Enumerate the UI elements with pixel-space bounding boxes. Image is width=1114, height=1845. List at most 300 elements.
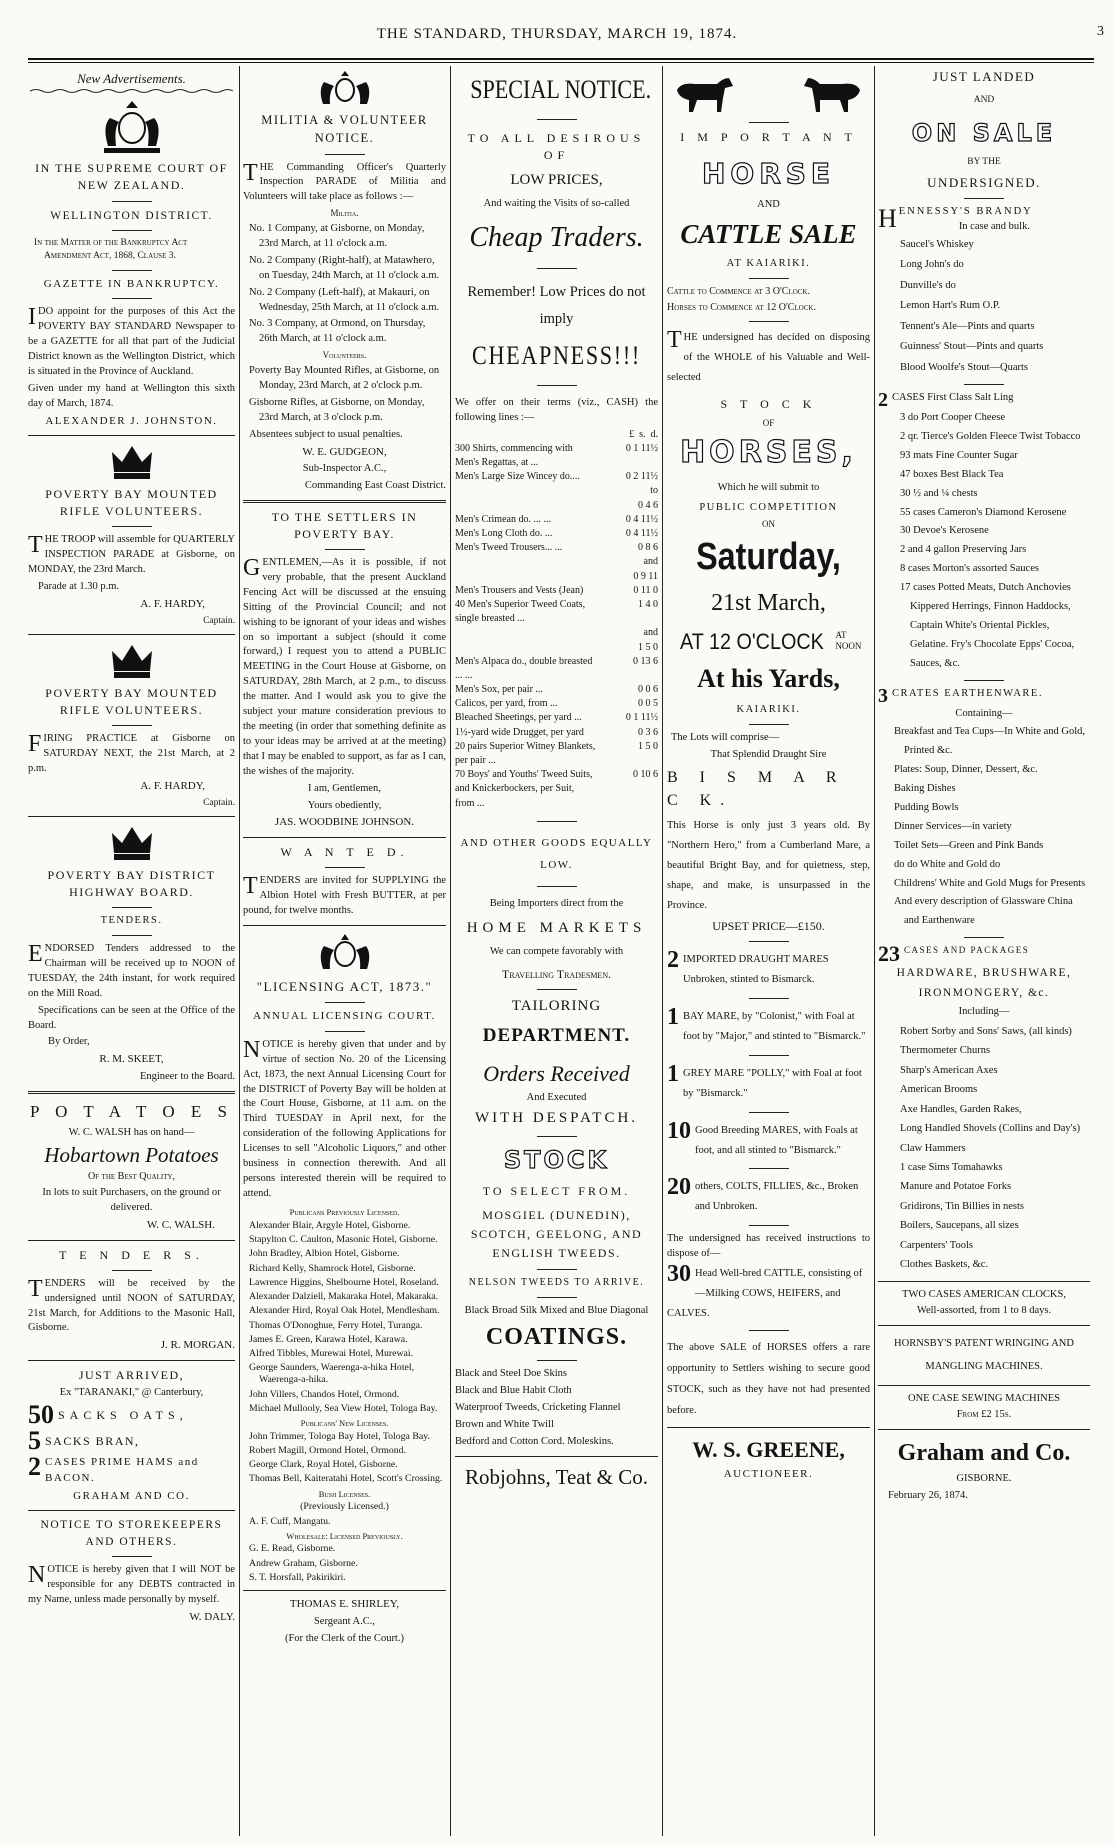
grocery-item: 8 cases Morton's assorted Sauces xyxy=(900,563,1039,575)
arrived-signer: GRAHAM AND CO. xyxy=(73,1489,190,1502)
masthead xyxy=(0,0,1114,60)
column-1 xyxy=(28,66,235,1836)
stock-heading: STOCK xyxy=(503,1145,610,1174)
tenders-signer: J. R. MORGAN. xyxy=(160,1339,235,1352)
sewing-machines: ONE CASE SEWING MACHINES xyxy=(908,1392,1060,1404)
price-row xyxy=(455,470,658,484)
wanted-title: W A N T E D. xyxy=(280,845,409,860)
spirit-item: Long John's do xyxy=(900,259,964,271)
lot-item xyxy=(667,1007,870,1047)
bismarck: B I S M A R C K. xyxy=(667,768,846,809)
earthenware-item: Dinner Services—in variety xyxy=(894,820,1012,832)
price-value: 0 3 6 xyxy=(638,726,658,738)
drop-cap: T xyxy=(243,159,258,186)
earthenware-item: Toilet Sets—Green and Pink Bands xyxy=(894,839,1044,851)
hardware-title: HARDWARE, BRUSHWARE, IRONMONGERY, &c. xyxy=(896,967,1072,999)
highway-board-notice xyxy=(28,823,235,1085)
lot-text: others, COLTS, FILLIES, &c., Broken and Unbroken. xyxy=(695,1181,859,1213)
other-goods: AND OTHER GOODS EQUALLY LOW. xyxy=(460,836,653,871)
volunteers-head: Volunteers. xyxy=(322,350,367,361)
settlers-closing: I am, Gentlemen, xyxy=(308,782,381,794)
militia-item: No. 2 Company (Left-half), at Makauri, on Wednesday, 25th March, at 11 o'clock a.m. xyxy=(249,286,440,313)
arrived-title: JUST ARRIVED, xyxy=(78,1367,185,1382)
sale-noon: AT NOON xyxy=(835,630,862,652)
royal-coat-of-arms-icon xyxy=(314,70,376,108)
crown-icon xyxy=(109,823,155,863)
potatoes-quality: Of the Best Quality, xyxy=(87,1171,176,1183)
grocery-item: 2 and 4 gallon Preserving Jars xyxy=(900,544,1027,556)
newspaper-title: THE STANDARD, THURSDAY, MARCH 19, 1874. xyxy=(376,26,738,42)
highway-order: By Order, xyxy=(48,1036,90,1048)
upset-price: UPSET PRICE—£150. xyxy=(712,918,825,933)
tenders-body: ENDERS will be received by the undersigned until NOON of SATURDAY, 21st March, for Additions to the Masonic Hall, Gisborne. xyxy=(28,1277,235,1334)
tenders-masonic xyxy=(28,1247,235,1354)
price-row xyxy=(455,442,658,470)
orders-received: Orders Received xyxy=(483,1061,630,1087)
gazette-title: GAZETTE IN BANKRUPTCY. xyxy=(43,277,220,290)
price-value: 0 4 11½ xyxy=(625,513,658,525)
price-value: and xyxy=(643,627,658,639)
price-item: Men's Crimean do. ... ... xyxy=(455,513,551,525)
graham-date: February 26, 1874. xyxy=(888,1490,968,1502)
price-value: 1 4 0 xyxy=(638,598,658,610)
submit-text: Which he will submit to xyxy=(717,481,820,493)
licensee: S. T. Horsfall, Pakirikiri. xyxy=(249,1571,346,1583)
price-item: Bleached Sheetings, per yard ... xyxy=(455,712,582,724)
clocks-sub: Well-assorted, from 1 to 8 days. xyxy=(916,1305,1052,1317)
department: DEPARTMENT. xyxy=(482,1025,631,1047)
hardware-item: Manure and Potatoe Forks xyxy=(900,1181,1012,1193)
horses-heading: HORSES, xyxy=(680,434,857,470)
containing: Containing— xyxy=(955,707,1013,719)
supreme-court-notice xyxy=(28,98,235,429)
spirit-item: Lemon Hart's Rum O.P. xyxy=(900,300,1001,312)
earthenware-item: Breakfast and Tea Cups—In White and Gold, Printed &c. xyxy=(894,726,1086,757)
price-row xyxy=(455,541,658,555)
earthenware-item: Pudding Bowls xyxy=(894,801,959,813)
wavy-rule xyxy=(28,88,235,94)
currency-header: £ s. d. xyxy=(629,428,658,440)
militia-title: MILITIA & VOLUNTEER NOTICE. xyxy=(261,113,428,145)
undersigned: UNDERSIGNED. xyxy=(927,174,1041,190)
price-value: 0 11 0 xyxy=(633,584,658,596)
nelson-tweeds: NELSON TWEEDS TO ARRIVE. xyxy=(468,1277,645,1289)
hardware-item: 1 case Sims Tomahawks xyxy=(900,1161,1003,1173)
licensing-role: Sergeant A.C., xyxy=(313,1615,376,1627)
price-item xyxy=(455,484,596,498)
price-row xyxy=(455,555,658,569)
page-number: 3 xyxy=(1097,24,1104,39)
top-rule xyxy=(28,58,1094,60)
licensing-wholesale-head: Wholesale: Licensed Previously. xyxy=(286,1530,403,1541)
important: I M P O R T A N T xyxy=(680,130,857,144)
licensee: George Saunders, Waerenga-a-hika Hotel, Waerenga-a-hika. xyxy=(249,1362,415,1386)
drop-cap: T xyxy=(243,873,258,900)
lot-item xyxy=(667,1177,870,1217)
licensing-bush-head: Bush Licenses. xyxy=(318,1488,371,1499)
grocery-item: 30 ½ and ¼ chests xyxy=(900,487,978,499)
notice-title: NOTICE TO STOREKEEPERS AND OTHERS. xyxy=(40,1519,223,1548)
instructions: The undersigned has received instructions to dispose of— xyxy=(667,1233,870,1260)
hardware-head: CASES AND PACKAGES xyxy=(904,945,1030,956)
price-item: 20 pairs Superior Witney Blankets, per pair ... xyxy=(455,740,596,767)
price-value: and xyxy=(643,556,658,568)
militia-signer: W. E. GUDGEON, xyxy=(302,445,387,458)
rifles-signer: A. F. HARDY, xyxy=(140,598,205,611)
arrived-item: 2 CASES PRIME HAMS and BACON. xyxy=(28,1454,199,1484)
grocery-item: 93 mats Fine Counter Sugar xyxy=(900,449,1018,461)
spirit-item: Blood Woolfe's Stout—Quarts xyxy=(900,361,1029,373)
price-item xyxy=(455,570,596,584)
price-item: Men's Sox, per pair ... xyxy=(455,684,543,696)
lot-count: 1 xyxy=(667,1063,679,1087)
licensee: Alexander Hird, Royal Oak Hotel, Mendlesham. xyxy=(249,1305,440,1317)
court-given: Given under my hand at Wellington this sixth day of March, 1874. xyxy=(28,382,235,409)
potatoes-advert xyxy=(28,1100,235,1234)
and-text: AND xyxy=(973,95,995,106)
price-value: 0 1 11½ xyxy=(625,442,658,454)
licensee: Stapylton C. Caulton, Masonic Hotel, Gisborne. xyxy=(249,1234,438,1246)
hardware-item: Carpenters' Tools xyxy=(900,1239,973,1251)
grocery-item: 47 boxes Best Black Tea xyxy=(900,468,1004,480)
coatings: COATINGS. xyxy=(485,1324,628,1351)
licensee: Richard Kelly, Shamrock Hotel, Gisborne. xyxy=(249,1262,416,1274)
with-despatch: WITH DESPATCH. xyxy=(474,1110,639,1127)
arrived-item: 5 SACKS BRAN, xyxy=(28,1428,140,1453)
drop-cap: T xyxy=(667,327,682,354)
lot-text: GREY MARE "POLLY," with Foal at foot by "Bismarck." xyxy=(683,1067,862,1099)
robjohns-signer: Robjohns, Teat & Co. xyxy=(464,1465,649,1490)
court-title: IN THE SUPREME COURT OF NEW ZEALAND. xyxy=(35,161,228,193)
rifles-rank: Captain. xyxy=(203,797,235,808)
price-row xyxy=(455,697,658,711)
sewing-price: From £2 15s. xyxy=(956,1409,1012,1421)
horse-icon xyxy=(802,72,866,116)
licensee: Thomas Bell, Kaiteratahi Hotel, Scott's Crossing. xyxy=(249,1473,443,1485)
court-district: WELLINGTON DISTRICT. xyxy=(50,209,213,222)
on-text: ON xyxy=(762,519,775,530)
horse-sale-body: HE undersigned has decided on disposing of the WHOLE of his Valuable and Well-selected xyxy=(667,332,870,384)
lot-text: IMPORTED DRAUGHT MARES Unbroken, stinted to Bismarck. xyxy=(683,953,829,985)
price-value: 1 5 0 xyxy=(638,740,658,752)
settlers-letter xyxy=(243,509,446,831)
price-value: 0 10 6 xyxy=(633,769,658,781)
to-all: TO ALL DESIROUS OF xyxy=(467,130,646,162)
tenders-title: T E N D E R S. xyxy=(59,1247,204,1262)
price-value: 0 1 11½ xyxy=(625,712,658,724)
settlers-closing: Yours obediently, xyxy=(307,799,382,811)
potatoes-title: P O T A T O E S xyxy=(30,1101,233,1121)
tweed-mills: MOSGIEL (DUNEDIN), SCOTCH, GEELONG, AND ENGLISH TWEEDS. xyxy=(470,1207,643,1261)
rifles-parade: Parade at 1.30 p.m. xyxy=(38,581,120,593)
drop-cap: N xyxy=(28,1561,46,1588)
fabric-item: Black and Steel Doe Skins xyxy=(455,1368,567,1380)
hardware-item: Thermometer Churns xyxy=(900,1045,991,1057)
groceries-list xyxy=(878,409,1090,673)
price-item: Men's Large Size Wincey do.... xyxy=(455,471,580,483)
price-row xyxy=(455,683,658,697)
arrived-item: 50 SACKS OATS, xyxy=(28,1402,188,1427)
sale-date: 21st March, xyxy=(711,590,826,617)
hardware-item: Claw Hammers xyxy=(900,1142,966,1154)
earthenware-item: do do White and Gold do xyxy=(894,858,1001,870)
price-value: 0 13 6 xyxy=(633,655,658,667)
price-value: 0 4 11½ xyxy=(625,528,658,540)
hardware-item: Axe Handles, Garden Rakes, xyxy=(900,1103,1022,1115)
licensee: John Trimmer, Tologa Bay Hotel, Tologa Bay. xyxy=(249,1430,430,1442)
spirits-list xyxy=(878,235,1090,378)
by-the: BY THE xyxy=(967,157,1001,168)
notice-body: OTICE is hereby given that I will NOT be responsible for any DEBTS contracted in my Name, unless made personally by myself. xyxy=(28,1563,235,1605)
remember: Remember! Low Prices do not imply xyxy=(467,283,646,328)
earthenware-list xyxy=(878,723,1090,931)
broad-silk: Black Broad Silk Mixed and Blue Diagonal xyxy=(464,1304,649,1316)
earthenware-item: And every description of Glassware China and Earthenware xyxy=(894,896,1073,927)
top-rule-thin xyxy=(28,62,1094,63)
grocery-item: 2 qr. Tierce's Golden Fleece Twist Tobacco xyxy=(900,430,1081,442)
crown-icon xyxy=(109,641,155,681)
cattle-time: Cattle to Commence at 3 O'Clock. xyxy=(667,285,811,297)
licensing-signer: THOMAS E. SHIRLEY, xyxy=(289,1598,400,1611)
grocery-item: 3 do Port Cooper Cheese xyxy=(900,412,1005,424)
hennessy-brandy: ENNESSY'S BRANDY xyxy=(898,205,1033,217)
licensee: John Bradley, Albion Hotel, Gisborne. xyxy=(249,1248,400,1260)
royal-coat-of-arms-icon xyxy=(92,98,172,156)
horse-heading: HORSE xyxy=(701,157,836,191)
lots-list xyxy=(667,950,870,1226)
at-his-yards: At his Yards, xyxy=(697,663,840,693)
saturday: Saturday, xyxy=(696,536,841,579)
auctioneer: AUCTIONEER. xyxy=(723,1468,814,1481)
licensee: Alexander Blair, Argyle Hotel, Gisborne. xyxy=(249,1219,411,1231)
clocks: TWO CASES AMERICAN CLOCKS, xyxy=(902,1288,1066,1300)
licensing-notice xyxy=(243,932,446,1647)
and-text: AND xyxy=(757,198,780,210)
hardware-item: Gridirons, Tin Billies in nests xyxy=(900,1200,1024,1212)
cheap-traders: Cheap Traders. xyxy=(469,222,644,254)
fabric-item: Waterproof Tweeds, Cricketing Flannel xyxy=(455,1402,621,1414)
price-item: 40 Men's Superior Tweed Coats, single breasted ... xyxy=(455,598,586,625)
price-row xyxy=(455,768,658,811)
licensing-sub: ANNUAL LICENSING COURT. xyxy=(253,1010,436,1023)
hardware-list xyxy=(878,1022,1090,1274)
licensee: Michael Mullooly, Sea View Hotel, Tologa Bay. xyxy=(249,1402,438,1414)
grocery-item: 55 cases Cameron's Diamond Kerosene xyxy=(900,506,1067,518)
sale-time: AT 12 O'CLOCK xyxy=(679,628,824,654)
highway-body: NDORSED Tenders addressed to the Chairman will be received up to NOON of TUESDAY, the 24th instant, for work required on the Mill Road. xyxy=(28,943,235,999)
lot-item: 30 Head Well-bred CATTLE, consisting of—Milking COWS, HEIFERS, and CALVES. xyxy=(667,1264,863,1320)
price-item: Calicos, per yard, from ... xyxy=(455,698,558,710)
drop-cap: N xyxy=(243,1036,261,1063)
drop-cap: E xyxy=(28,941,43,967)
hardware-item: Sharp's American Axes xyxy=(900,1064,998,1076)
price-value: 0 9 11 xyxy=(633,570,658,582)
drop-cap: T xyxy=(28,532,43,559)
court-signer: ALEXANDER J. JOHNSTON. xyxy=(45,414,218,427)
waiting: And waiting the Visits of so-called xyxy=(483,198,630,210)
lot-item xyxy=(667,1121,870,1161)
price-value: to xyxy=(650,485,658,497)
potatoes-signer: W. C. WALSH. xyxy=(146,1219,215,1232)
licensee: Thomas O'Donoghue, Ferry Hotel, Turanga. xyxy=(249,1319,423,1331)
special-notice-title: SPECIAL NOTICE. xyxy=(470,75,652,104)
price-value: 0 0 6 xyxy=(638,684,658,696)
price-row xyxy=(455,499,658,513)
lot-item xyxy=(667,1064,870,1104)
lot-count: 2 xyxy=(667,949,679,973)
licensing-title: "LICENSING ACT, 1873." xyxy=(256,978,433,994)
lot-count: 1 xyxy=(667,1006,679,1030)
stock-text: S T O C K xyxy=(720,397,817,412)
column-5 xyxy=(878,66,1090,1836)
price-item: Men's Long Cloth do. ... xyxy=(455,528,553,540)
price-item: 70 Boys' and Youths' Tweed Suits, and Knickerbockers, per Suit, from ... xyxy=(455,769,593,809)
price-row xyxy=(455,570,658,584)
wanted-body: ENDERS are invited for SUPPLYING the Albion Hotel with Fresh BUTTER, at per pound, for twelve months. xyxy=(243,875,446,916)
graham-place: GISBORNE. xyxy=(956,1473,1012,1485)
bismarck-body: This Horse is only just 3 years old. By "Northern Hero," from a Cumberland Mare, a beautiful Bright Bay, and for quietness, step, shape, and make, is unsurpassed in the Province. xyxy=(667,820,870,911)
militia-item: No. 3 Company, at Ormond, on Thursday, 26th March, at 11 o'clock a.m. xyxy=(249,318,426,345)
price-item: Men's Alpaca do., double breasted ... ... xyxy=(455,655,593,681)
potatoes-line: W. C. WALSH has on hand— xyxy=(68,1126,195,1138)
rifles-title: POVERTY BAY MOUNTED RIFLE VOLUNTEERS. xyxy=(45,487,218,519)
lot-item xyxy=(667,950,870,990)
licensee: Andrew Graham, Gisborne. xyxy=(249,1557,358,1569)
importers: Being Importers direct from the xyxy=(489,897,624,909)
of-text: OF xyxy=(762,418,775,429)
price-item: 300 Shirts, commencing with Men's Regattas, at ... xyxy=(455,442,573,469)
spirit-item: Dunville's do xyxy=(900,279,956,291)
price-table xyxy=(455,428,658,811)
highway-signer: R. M. SKEET, xyxy=(99,1053,164,1066)
cheapness: CHEAPNESS!!! xyxy=(472,341,641,371)
rifles-rank: Captain. xyxy=(203,615,235,626)
potatoes-big: Hobartown Potatoes xyxy=(44,1142,219,1167)
rifle-volunteers-notice-2 xyxy=(28,641,235,810)
price-row xyxy=(455,641,658,655)
royal-coat-of-arms-icon xyxy=(314,932,376,974)
rifles-body: HE TROOP will assemble for QUARTERLY INSPECTION PARADE at Gisborne, on MONDAY, the 23rd March. xyxy=(28,534,235,576)
at-kaiariki: AT KAIARIKI. xyxy=(726,258,811,270)
grocery-item: 30 Devoe's Kerosene xyxy=(900,525,989,537)
drop-cap: F xyxy=(28,731,42,758)
spirit-item: Saucel's Whiskey xyxy=(900,238,974,250)
hardware-item: Long Handled Shovels (Collins and Day's) xyxy=(900,1123,1081,1135)
fabric-item: Brown and White Twill xyxy=(455,1419,554,1431)
public-competition: PUBLIC COMPETITION xyxy=(699,502,838,514)
horses-time: Horses to Commence at 12 O'Clock. xyxy=(667,302,816,314)
price-item xyxy=(455,555,596,569)
rifle-volunteers-notice-1 xyxy=(28,442,235,628)
licensee: G. E. Read, Gisborne. xyxy=(249,1543,336,1555)
highway-sub: TENDERS. xyxy=(100,915,163,927)
grocery-item: 17 cases Potted Meats, Dutch Anchovies Kippered Herrings, Finnon Haddocks, Captain White's Oriental Pickles, Gelatine. Fry's Chocolate Epps' Cocoa, Sauces, &c. xyxy=(900,582,1075,669)
column-4 xyxy=(667,66,870,1836)
rifles-title: POVERTY BAY MOUNTED RIFLE VOLUNTEERS. xyxy=(45,686,218,718)
hardware-item: Clothes Baskets, &c. xyxy=(900,1259,989,1271)
just-landed: JUST LANDED xyxy=(932,69,1036,84)
lot-text: Good Breeding MARES, with Foals at foot, and all stinted to "Bismarck." xyxy=(695,1124,858,1156)
licensee: Alfred Tibbles, Murewai Hotel, Murewai. xyxy=(249,1347,414,1359)
price-item xyxy=(455,499,596,513)
highway-role: Engineer to the Board. xyxy=(139,1070,235,1082)
licensee: James E. Green, Karawa Hotel, Karawa. xyxy=(249,1333,408,1345)
militia-item: No. 2 Company (Right-half), at Matawhero, on Tuesday, 24th March, at 11 o'clock a.m. xyxy=(249,254,440,281)
hardware-item: Boilers, Saucepans, all sizes xyxy=(900,1220,1019,1232)
militia-role: Commanding East Coast District. xyxy=(304,480,446,492)
on-sale-heading: ON SALE xyxy=(911,118,1057,147)
hardware-item: Robert Sorby and Sons' Saws, (all kinds) xyxy=(900,1026,1072,1038)
place: KAIARIKI. xyxy=(736,704,801,716)
licensee: A. F. Cuff, Mangatu. xyxy=(249,1515,331,1527)
cases-head: CASES First Class Salt Ling xyxy=(892,392,1014,404)
price-row xyxy=(455,726,658,740)
crates-count: 3 xyxy=(878,686,888,705)
spirit-item: Guinness' Stout—Pints and quarts xyxy=(900,341,1044,353)
earthenware-item: Plates: Soup, Dinner, Dessert, &c. xyxy=(894,764,1038,776)
above-sale: The above SALE of HORSES offers a rare opportunity to Settlers wishing to secure good STOCK, such as they have not had presented before. xyxy=(667,1341,870,1416)
militia-head: Militia. xyxy=(330,208,359,219)
arrived-ex: Ex "TARANAKI," @ Canterbury, xyxy=(59,1386,204,1398)
fabric-item: Bedford and Cotton Cord. Moleskins. xyxy=(455,1436,614,1448)
price-row xyxy=(455,484,658,498)
highway-title: POVERTY BAY DISTRICT HIGHWAY BOARD. xyxy=(47,868,216,900)
licensing-bush-sub: (Previously Licensed.) xyxy=(300,1501,389,1513)
licensee: Robert Magill, Ormond Hotel, Ormond. xyxy=(249,1445,407,1457)
price-row xyxy=(455,740,658,768)
cattle-sale: CATTLE SALE xyxy=(680,218,857,249)
price-item: Men's Tweed Trousers... ... xyxy=(455,542,563,554)
volunteer-item: Poverty Bay Mounted Rifles, at Gisborne, on Monday, 23rd March, at 2 o'clock p.m. xyxy=(249,365,440,391)
price-value: 0 0 5 xyxy=(638,698,658,710)
highway-spec: Specifications can be seen at the Office of the Board. xyxy=(28,1004,235,1031)
lot-count: 20 xyxy=(667,1177,691,1201)
price-row xyxy=(455,513,658,527)
hardware-count: 23 xyxy=(878,944,900,965)
price-item xyxy=(455,641,596,655)
militia-absentees: Absentees subject to usual penalties. xyxy=(249,428,403,440)
new-advertisements-heading: New Advertisements. xyxy=(77,71,186,86)
compete: We can compete favorably with xyxy=(489,946,624,957)
militia-intro: HE Commanding Officer's Quarterly Inspection PARADE of Militia and Volunteers will take place as follows :— xyxy=(243,161,446,203)
lot-count: 10 xyxy=(667,1120,691,1144)
price-row xyxy=(455,711,658,725)
to-select-from: TO SELECT FROM. xyxy=(482,1183,631,1198)
price-value: 1 5 0 xyxy=(638,641,658,653)
storekeepers-notice xyxy=(28,1517,235,1625)
settlers-signer: JAS. WOODBINE JOHNSON. xyxy=(274,816,415,829)
licensing-body: OTICE is hereby given that under and by virtue of section No. 20 of the Licensing Act, 1873, the next Annual Licensing Court for the DISTRICT of Poverty Bay will be holden at the Court House, Gisborne, at 11 a.m. on the Third TUESDAY in April next, for the consideration of the following Applications for Licenses to sell "Alcoholic Liquors," and other business in connection therewith. And all persons interested therein will be required to attend. xyxy=(243,1038,446,1199)
crates-head: CRATES EARTHENWARE. xyxy=(892,687,1043,699)
earthenware-item: Baking Dishes xyxy=(894,783,956,795)
licensing-role: (For the Clerk of the Court.) xyxy=(285,1632,404,1644)
including: Including— xyxy=(958,1006,1010,1018)
licensing-prev-head: Publicans Previously Licensed. xyxy=(289,1206,400,1217)
executed: And Executed xyxy=(526,1092,587,1104)
price-item xyxy=(455,626,596,640)
licensee: Lawrence Higgins, Shelbourne Hotel, Roseland. xyxy=(249,1276,439,1288)
spirit-item: Tennent's Ale—Pints and quarts xyxy=(900,320,1035,332)
wanted-advert xyxy=(243,844,446,919)
earthenware-item: Childrens' White and Gold Mugs for Presents xyxy=(894,877,1086,889)
column-3 xyxy=(455,66,658,1836)
settlers-title: TO THE SETTLERS IN POVERTY BAY. xyxy=(271,509,418,541)
drop-cap: I xyxy=(28,304,36,331)
horse-icon xyxy=(671,72,735,116)
lots-intro: The Lots will comprise— xyxy=(671,731,780,743)
low-prices: LOW PRICES, xyxy=(510,171,603,188)
price-value: 0 4 6 xyxy=(638,499,658,511)
